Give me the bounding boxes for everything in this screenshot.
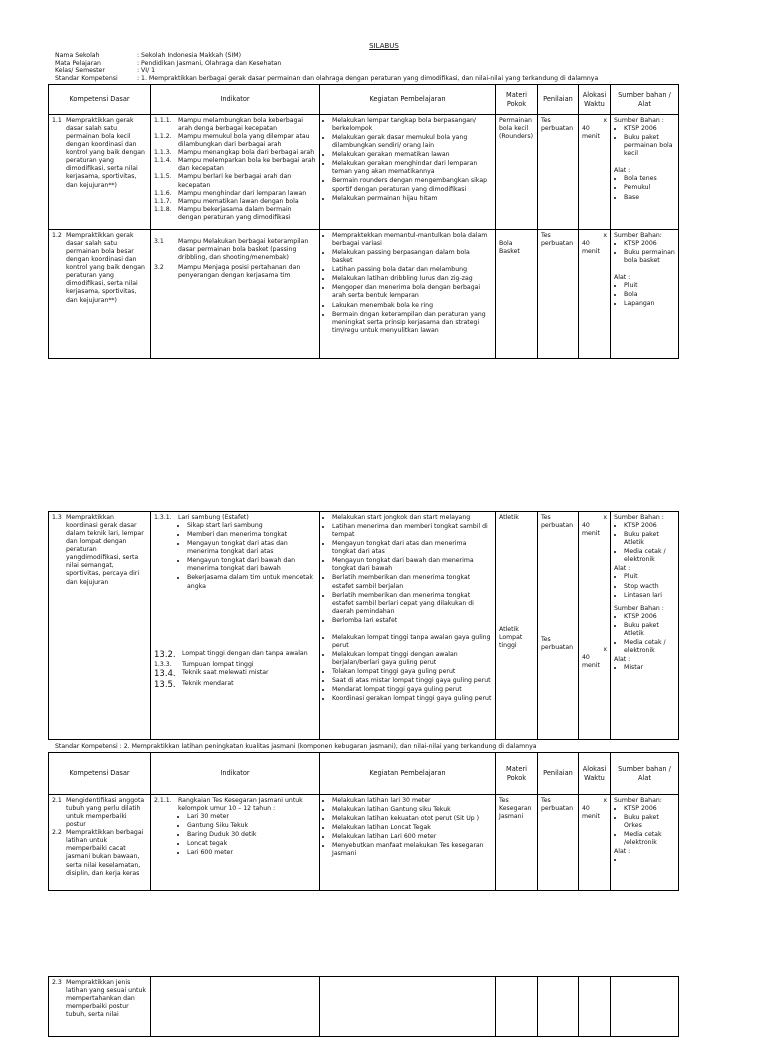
list-item: • Latihan passing bola datar dan melambung	[332, 266, 492, 274]
materi-cell	[496, 512, 538, 740]
list-item: • Berlatih memberikan dan menerima tongkat estafet sambil berlari cepat yang dilakukan di daerah pemindahan	[332, 592, 492, 616]
syllabus-table-4	[48, 976, 679, 1037]
indikator-item	[154, 149, 316, 157]
list-item: • Lari 600 meter	[187, 849, 316, 857]
indikator-number: 3.2	[154, 264, 164, 272]
indikator-text: Mampu melemparkan bola ke berbagai arah dan kecepatan	[178, 157, 316, 173]
header-sumber: Sumber bahan / Alat	[611, 85, 679, 115]
list-item: • Base	[624, 194, 675, 202]
kegiatan-cell	[320, 795, 496, 891]
header-sumber: Sumber bahan / Alat	[611, 753, 679, 795]
list-item: • Saat di atas mistar lompat tinggi gaya guling perut	[332, 677, 492, 685]
list-item: • Mendarat lompat tinggi gaya guling perut	[332, 686, 492, 694]
list-item: • Buku paket Orkes	[624, 814, 675, 830]
alokasi-value: 40 menit	[582, 522, 600, 538]
list-item: • Buku paket Atletik	[624, 531, 675, 547]
alokasi-x: x	[603, 232, 607, 239]
indikator-number: 13.2.	[154, 649, 176, 660]
kegiatan-cell	[320, 512, 496, 740]
list-item: • Melakukan latihan Lari 600 meter	[332, 833, 492, 841]
penilaian-cell	[538, 512, 579, 740]
indikator-text: Mampu menghindar dari lemparan lawan	[178, 189, 307, 197]
materi-text: Atletik	[499, 514, 519, 521]
list-item: • Gantung Siku Tekuk	[187, 822, 316, 830]
penilaian-cell: Tes perbuatan	[538, 795, 579, 891]
alokasi-value: 40 menit	[582, 805, 600, 821]
alokasi-x: x	[603, 797, 607, 804]
kd-text: Mempraktikkan gerak dasar salah satu permainan bola kecil dengan koordinasi dan kontrol yang baik dengan peraturan yang dimodifikasi, serta nilai kerjasama, sportivitas, dan kejujuran**)	[66, 117, 145, 189]
meta-label: Nama Sekolah	[55, 52, 100, 59]
list-item: • Tolakan lompat tinggi gaya guling perut	[332, 668, 492, 676]
list-item: • Lakukan menembak bola ke ring	[332, 302, 492, 310]
header-kd: Kompetensi Dasar	[49, 85, 151, 115]
table-row	[49, 512, 679, 740]
list-item: • Lari 30 meter	[187, 813, 316, 821]
materi-cell	[496, 977, 538, 1037]
list-item: • Melakukan passing berpasangan dalam bola basket	[332, 249, 492, 265]
kd-item	[52, 829, 147, 877]
kd-cell	[49, 977, 151, 1037]
indikator-number: 13.4.	[154, 668, 176, 679]
kd-cell	[49, 230, 151, 359]
penilaian-cell	[538, 977, 579, 1037]
alokasi-x: x	[603, 514, 607, 521]
sumber-cell	[611, 512, 679, 740]
list-item: • Berlatih memberikan dan menerima tongkat estafet sambil berjalan	[332, 574, 492, 590]
table-header-row	[49, 85, 679, 115]
indikator-item	[154, 206, 316, 222]
list-item: • Melakukan lempar tangkap bola berpasangan/ berkelompok	[332, 117, 492, 133]
kegiatan-cell	[320, 977, 496, 1037]
kd-number: 1.1	[52, 117, 62, 124]
indikator-item	[154, 514, 316, 522]
indikator-text: Teknik mendarat	[182, 679, 234, 687]
kd-number: 2.1	[52, 797, 62, 804]
kd-number: 1.3	[52, 514, 62, 521]
indikator-item	[154, 661, 316, 669]
indikator-number: 1.1.3.	[154, 149, 172, 157]
list-item: • Latihan menerima dan memberi tongkat sambil di tempat	[332, 523, 492, 539]
alokasi-x: x	[603, 117, 607, 124]
indikator-text: Mampu memukul bola yang dilempar atau dilambungkan dari berbagai arah	[178, 133, 310, 149]
list-item: • Melakukan latihan kekuatan otot perut (Sit Up )	[332, 815, 492, 823]
header-penilaian: Penilaian	[538, 85, 579, 115]
alokasi-value: 40 menit	[582, 125, 600, 141]
kd-text: Mengidentifikasi anggota tubuh yang perlu dilatih untuk memperbaiki postur	[66, 797, 145, 829]
list-item: • Melakukan latihan Loncat Tegak	[332, 824, 492, 832]
penilaian-text: Tes perbuatan	[541, 514, 574, 530]
kegiatan-cell	[320, 230, 496, 359]
indikator-text: Mampu Melakukan berbagai keterampilan dasar permainan bola basket (passing dribbling, dan shooting/menembak)	[178, 238, 309, 262]
kd-text: Mempraktikkan koordinasi gerak dasar dalam teknik lari, lempar dan lompat dengan peraturan yangdimodifikasi, serta nilai semangat, sportivitas, percaya diri dan kejujuran	[66, 514, 144, 586]
list-item: • Pluit	[624, 573, 675, 581]
alokasi-cell	[579, 230, 611, 359]
kd-item	[52, 797, 147, 829]
list-item: • Melakukan gerakan menghindar dari lemparan teman yang akan mematikannya	[332, 160, 492, 176]
materi-cell: Permainan bola kecil (Rounders)	[496, 115, 538, 230]
penilaian-cell: Tes perbuatan	[538, 115, 579, 230]
list-item: • Mengayun tongkat dari atas dan menerima tongkat dari atas	[187, 540, 316, 556]
table-header-row	[49, 753, 679, 795]
meta-value: : Sekolah Indonesia Makkah (SIM)	[137, 52, 242, 59]
sumber-cell	[611, 115, 679, 230]
list-item: • Buku paket Atletik	[624, 622, 675, 638]
list-item: • Melakukan latihan Gantung siku Tekuk	[332, 806, 492, 814]
indikator-number: 13.5.	[154, 679, 176, 690]
alat-label: Alat :	[614, 274, 631, 282]
indikator-item	[154, 190, 316, 198]
indikator-item	[154, 264, 316, 280]
indikator-number: 2.1.1.	[154, 797, 172, 804]
list-item: • Buku permainan bola basket	[624, 249, 675, 265]
kd-text: Mempraktikkan gerak dasar salah satu permainan bola besar dengan koordinasi dan kontrol yang baik dengan peraturan yang dimodifikasi, serta nilai kerjasama, sportivitas, dan kejujuran**)	[66, 232, 145, 304]
syllabus-table-3	[48, 752, 679, 891]
alokasi-x: x	[603, 646, 607, 654]
materi-text: Bola Basket	[499, 240, 520, 256]
sumber-cell	[611, 230, 679, 359]
list-item: • Pluit	[624, 282, 675, 290]
indikator-text: Rangkaian Tes Kesegaran Jasmani untuk kelompok umur 10 – 12 tahun :	[178, 797, 303, 813]
indikator-number: 1.1.4.	[154, 157, 172, 165]
alokasi-value: 40 menit	[582, 654, 600, 670]
sumber-label: Sumber Bahan:	[614, 797, 662, 804]
table-row	[49, 795, 679, 891]
meta-value: : Pendidikan Jasmani, Olahraga dan Kesehatan	[137, 59, 282, 67]
header-materi: Materi Pokok	[496, 85, 538, 115]
indikator-cell	[151, 512, 320, 740]
sumber-label: Sumber Bahan :	[614, 514, 664, 521]
penilaian-cell: Tes perbuatan	[538, 230, 579, 359]
meta-value: : VI/ 1	[137, 67, 156, 75]
meta-label: Standar Kompetensi	[55, 74, 118, 82]
list-item: • Lintasan lari	[624, 592, 675, 600]
header-penilaian: Penilaian	[538, 753, 579, 795]
indikator-text: Mampu berlari ke berbagai arah dan kecepatan	[178, 173, 292, 189]
document-meta	[55, 52, 715, 82]
header-indikator: Indikator	[151, 85, 320, 115]
materi-cell	[496, 230, 538, 359]
indikator-cell	[151, 795, 320, 891]
indikator-cell	[151, 230, 320, 359]
sumber-label: Sumber Bahan:	[614, 232, 662, 239]
indikator-number: 1.1.5.	[154, 173, 172, 181]
indikator-item	[154, 797, 316, 813]
indikator-number: 1.1.8.	[154, 205, 172, 213]
indikator-text: Tumpuan lompat tinggi	[182, 660, 254, 668]
list-item: • Melakukan gerak dasar memukul bola yang dilambungkan sendiri/ orang lain	[332, 134, 492, 150]
list-item: • Mempraktekkan memantul-mantulkan bola dalam berbagai variasi	[332, 232, 492, 248]
meta-value: : 1. Mempraktikkan berbagai gerak dasar permainan dan olahraga dengan peraturan yang dimodifikasi, dan nilai-nilai yang terkandung di dalamnya	[137, 74, 599, 82]
indikator-text: Mampu melambungkan bola keberbagai arah denga berbagai kecepatan	[178, 117, 303, 133]
penilaian-text: Tes perbuatan	[541, 636, 574, 652]
list-item: • Bermain rounders dengan mengembangkan sikap sportif dengan peraturan yang dimodifikasi	[332, 177, 492, 193]
indikator-text: Mampu menangkap bola dari berbagai arah	[178, 149, 315, 157]
sumber-label: Sumber Bahan :	[614, 604, 664, 612]
indikator-item	[154, 238, 316, 262]
table-row	[49, 115, 679, 230]
page-title: SILABUS	[369, 42, 399, 50]
indikator-item	[154, 650, 316, 661]
list-item: • Melakukan latihan lari 30 meter	[332, 797, 492, 805]
meta-class	[55, 67, 715, 75]
alat-label: Alat :	[614, 656, 631, 663]
list-item: • KTSP 2006	[624, 240, 675, 248]
alokasi-cell	[579, 512, 611, 740]
header-indikator: Indikator	[151, 753, 320, 795]
list-item: • Melakukan permainan hijau hitam	[332, 195, 492, 203]
indikator-item	[154, 173, 316, 189]
meta-standard	[55, 75, 715, 83]
kd-cell	[49, 795, 151, 891]
alokasi-cell	[579, 977, 611, 1037]
table-row	[49, 230, 679, 359]
list-item: • Memberi dan menerima tongkat	[187, 531, 316, 539]
header-kd: Kompetensi Dasar	[49, 753, 151, 795]
alokasi-value: 40 menit	[582, 240, 600, 256]
list-item: • Mengoper dan menerima bola dengan berbagai arah serta bentuk lemparan	[332, 284, 492, 300]
list-item: • Buku paket permainan bola kecil	[624, 134, 675, 158]
kd-cell	[49, 512, 151, 740]
indikator-text: Lompat tinggi dengan dan tanpa awalan	[182, 649, 308, 657]
alokasi-cell	[579, 795, 611, 891]
meta-subject	[55, 60, 715, 68]
indikator-text: Lari sambung (Estafet)	[178, 514, 249, 521]
indikator-cell	[151, 977, 320, 1037]
meta-label: Mata Pelajaran	[55, 59, 101, 67]
table-row	[49, 977, 679, 1037]
list-item: • Menyebutkan manfaat melakukan Tes kesegaran Jasmani	[332, 842, 492, 858]
indikator-number: 3.1	[154, 238, 164, 245]
indikator-text: Mampu bekerjasama dalam bermain dengan peraturan yang dimodifikasi	[178, 205, 292, 221]
list-item	[624, 856, 675, 864]
alat-label: Alat :	[614, 848, 631, 856]
indikator-item	[154, 680, 316, 691]
indikator-number: 1.1.7.	[154, 197, 172, 205]
indikator-number: 1.1.6.	[154, 189, 172, 197]
sumber-label: Sumber Bahan :	[614, 117, 664, 124]
list-item: • Media cetak /elektronik	[624, 831, 675, 847]
sumber-cell	[611, 977, 679, 1037]
list-item: • Lapangan	[624, 300, 675, 308]
list-item: • Melakukan gerakan mematikan lawan	[332, 151, 492, 159]
header-kegiatan: Kegiatan Pembelajaran	[320, 85, 496, 115]
syllabus-table-1	[48, 84, 679, 359]
list-item: • Media cetak / elektronik	[624, 639, 675, 655]
list-item: • Mengayun tongkat dari bawah dan menerima tongkat dari bawah	[332, 557, 492, 573]
indikator-number: 1.3.3.	[154, 660, 172, 668]
kd-text: Mempraktikkan berbagai latihan untuk memperbaiki cacat jasmani bukan bawaan, serta nilai keselamatan, disiplin, dan kerja keras	[66, 829, 144, 877]
indikator-text: Teknik saat melewati mistar	[182, 668, 269, 676]
meta-label: Kelas/ Semester	[55, 67, 105, 75]
indikator-item	[154, 157, 316, 173]
indikator-text: Mampu mematikan lawan dengan bola	[178, 197, 299, 205]
list-item: • Bermain dngan keterampilan dan peraturan yang meningkat serta prinsip kerjasama dan strategi tim/regu untuk menyulitkan lawan	[332, 311, 492, 335]
indikator-item	[154, 669, 316, 680]
indikator-number: 1.1.1.	[154, 117, 172, 124]
alat-label: Alat :	[614, 565, 631, 573]
indikator-item	[154, 198, 316, 206]
list-item: • KTSP 2006	[624, 805, 675, 813]
standar-kompetensi-2: Standar Kompetensi : 2. Mempraktikkan latihan peningkatan kualitas jasmani (komponen kebugaran jasmani), dan nilai-nilai yang terkandung di dalamnya	[55, 743, 537, 750]
kegiatan-cell	[320, 115, 496, 230]
list-item: • Berlomba lari estafet	[332, 617, 492, 625]
header-alokasi: Alokasi Waktu	[579, 753, 611, 795]
alat-label: Alat :	[614, 167, 631, 175]
list-item: • Mengayun tongkat dari atas dan menerima tongkat dari atas	[332, 540, 492, 556]
indikator-item	[154, 117, 316, 133]
alokasi-cell	[579, 115, 611, 230]
list-item: • Bola	[624, 291, 675, 299]
list-item: • Bekerjasama dalam tim untuk mencetak angka	[187, 574, 316, 590]
list-item: • Bola tenes	[624, 175, 675, 183]
kd-number: 2.3	[52, 979, 62, 986]
syllabus-table-2	[48, 511, 679, 740]
list-item: • KTSP 2006	[624, 613, 675, 621]
list-item: • Melakukan latihan dribbling lurus dan zig-zag	[332, 275, 492, 283]
indikator-number: 1.3.1.	[154, 514, 172, 521]
list-item: • Sikap start lari sambung	[187, 522, 316, 530]
list-item: • Pemukul	[624, 184, 675, 192]
header-alokasi: Alokasi Waktu	[579, 85, 611, 115]
kd-number: 2.2	[52, 829, 62, 837]
indikator-text: Mampu Menjaga posisi pertahanan dan penyerangan dengan kerjasama tim	[178, 264, 301, 280]
list-item: • Koordinasi gerakan lompat tinggi gaya guling perut	[332, 695, 492, 703]
header-kegiatan: Kegiatan Pembelajaran	[320, 753, 496, 795]
indikator-number: 1.1.2.	[154, 133, 172, 141]
list-item: • Mengayun tongkat dari bawah dan menerima tongkat dari bawah	[187, 557, 316, 573]
materi-text: Atletik Lompat tinggi	[499, 626, 523, 650]
header-materi: Materi Pokok	[496, 753, 538, 795]
list-item: • Mistar	[624, 664, 675, 672]
indikator-cell	[151, 115, 320, 230]
sumber-cell	[611, 795, 679, 891]
list-item: • KTSP 2006	[624, 522, 675, 530]
kd-cell	[49, 115, 151, 230]
list-item: • Baring Duduk 30 detik	[187, 831, 316, 839]
list-item: • Melakukan lompat tinggi tanpa awalan gaya guling perut	[332, 634, 492, 650]
meta-school	[55, 52, 715, 60]
list-item: • Melakukan lompat tinggi dengan awalan berjalan/berlari gaya guling perut	[332, 651, 492, 667]
indikator-item	[154, 133, 316, 149]
list-item: • Stop wacth	[624, 583, 675, 591]
list-item: • Melakukan start jongkok dan start melayang	[332, 514, 492, 522]
list-item: • Loncat tegak	[187, 840, 316, 848]
list-item: • Media cetak / elektronik	[624, 548, 675, 564]
list-item: • KTSP 2006	[624, 125, 675, 133]
materi-cell: Tes Kesegaran Jasmani	[496, 795, 538, 891]
kd-number: 1.2	[52, 232, 62, 239]
kd-text: Mempraktikkan jenis latihan yang sesuai untuk mempertahankan dan memperbaiki postur tubuh, serta nilai	[66, 979, 146, 1019]
